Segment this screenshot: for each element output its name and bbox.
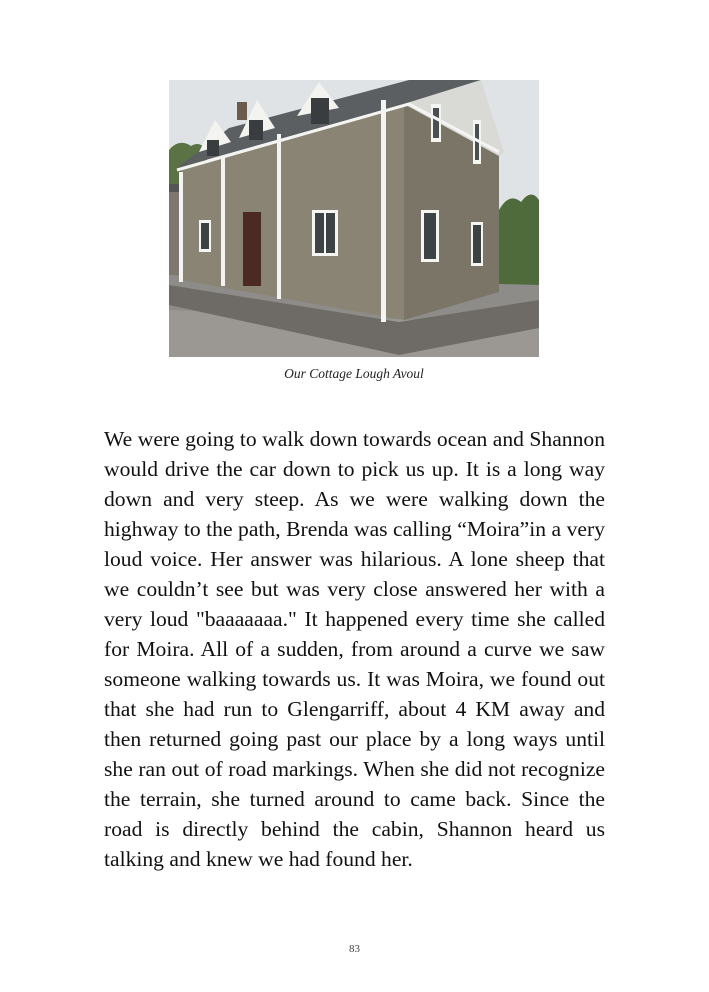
photo-caption: Our Cottage Lough Avoul <box>284 366 424 381</box>
body-paragraph: We were going to walk down towards ocean and Shannon would drive the car down to pick us up. It is a long way down and very steep. As we were walking down the highway to the path, Brenda was calling “Moira”in a very loud voice. Her answer was hilarious. A lone sheep that we couldn’t see but was very close answered her with a very loud "baaaaaaa." It happened every time she called for Moira. All of a sudden, from around a curve we saw someone walking towards us. It was Moira, we found out that she had run to Glengarriff, about 4 KM away and then returned going past our place by a long ways until she ran out of road markings. When she did not recognize the terrain, she turned around to came back. Since the road is directly behind the cabin, Shannon heard us talking and knew we had found her. <box>104 427 605 871</box>
cottage-photo <box>169 80 539 357</box>
page-number: 83 <box>349 943 360 955</box>
